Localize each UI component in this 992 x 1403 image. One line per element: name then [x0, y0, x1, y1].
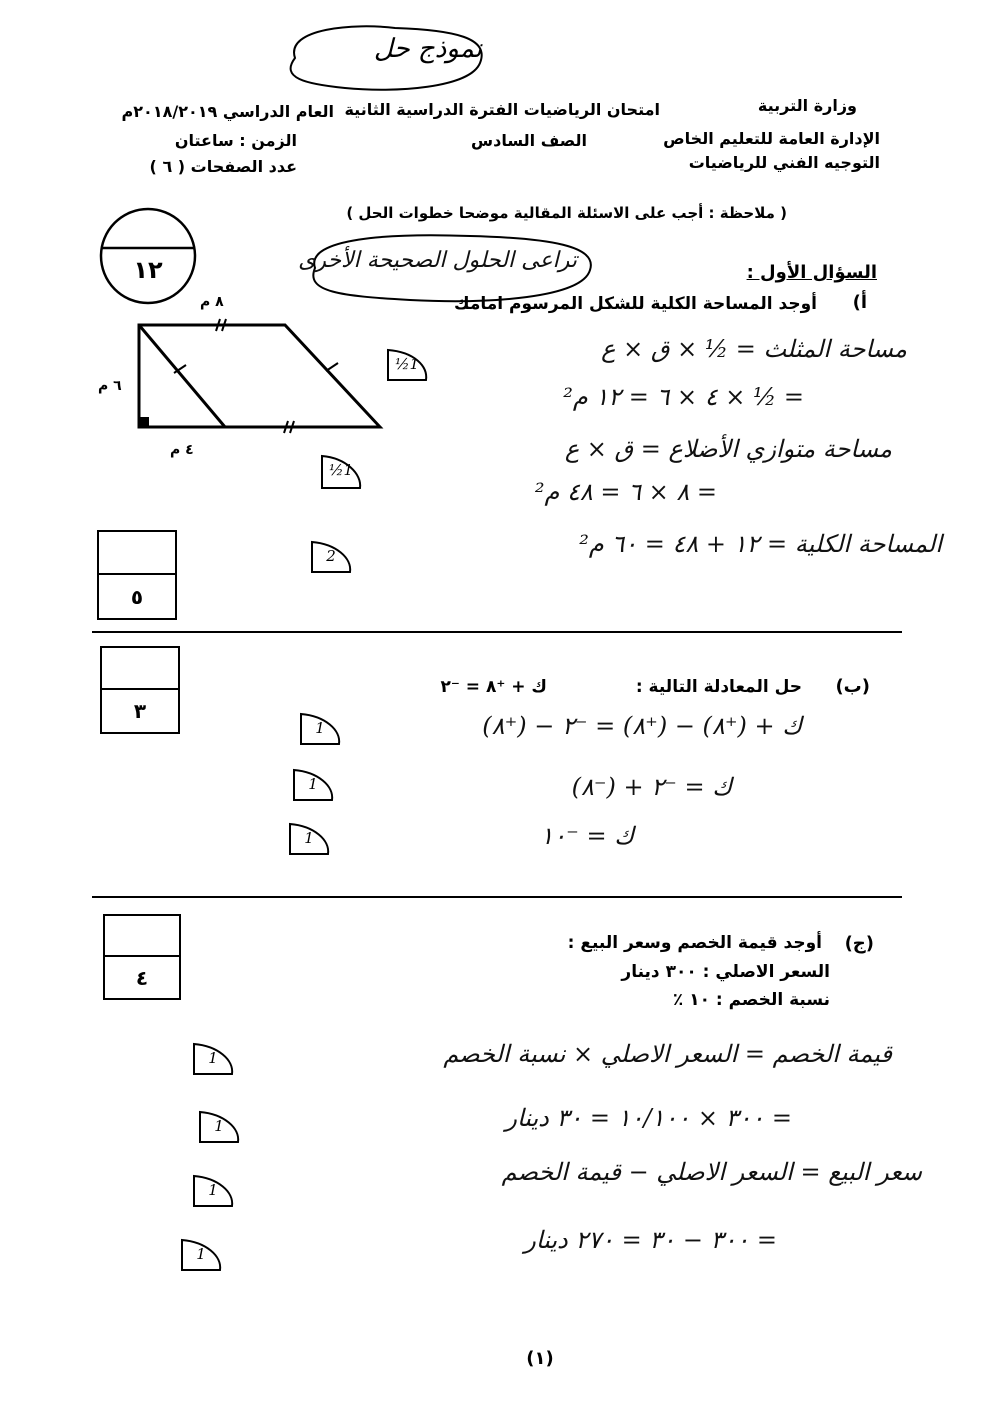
- header-grade: الصف السادس: [471, 131, 587, 150]
- note-handwritten: تراعى الحلول الصحيحة الأخرى: [298, 248, 577, 273]
- figure-label-top: ٨ م: [200, 294, 224, 310]
- mark-c-1: 1: [190, 1040, 236, 1080]
- part-a-score-box: [97, 530, 177, 620]
- divider-2: [92, 896, 902, 898]
- part-c-work-4: = ٣٠٠ − ٣٠ = ٢٧٠ دينار: [524, 1226, 777, 1254]
- mark-b-2: 1: [290, 766, 336, 806]
- area-figure: [130, 315, 390, 440]
- part-a-prompt: أوجد المساحة الكلية للشكل المرسوم امامك: [454, 294, 817, 314]
- part-c-discount-rate: نسبة الخصم : ١٠ ٪: [672, 990, 830, 1010]
- mark-c-4: 1: [178, 1236, 224, 1276]
- header-directorate: الإدارة العامة للتعليم الخاص: [663, 129, 880, 148]
- header-ministry: وزارة التربية: [757, 96, 857, 115]
- part-a-work-1: مساحة المثلث = ½ × ق × ع: [601, 335, 907, 363]
- part-c-prompt: أوجد قيمة الخصم وسعر البيع :: [567, 933, 822, 953]
- part-b-prompt: حل المعادلة التالية :: [635, 677, 802, 697]
- part-b-work-1: ك + (⁺٨) − (⁺٨) = ⁻٢ − (⁺٨): [482, 712, 802, 740]
- part-a-work-4: = ٨ × ٦ = ٤٨ م²: [534, 478, 717, 506]
- part-a-work-2: = ½ × ٤ × ٦ = ١٢ م²: [563, 383, 804, 411]
- header-pages: عدد الصفحات ( ٦ ): [149, 157, 297, 176]
- part-b-score-box: [100, 646, 180, 734]
- mark-b-3: 1: [286, 820, 332, 860]
- part-c-work-2: = ٣٠٠ × ١٠/١٠٠ = ٣٠ دينار: [505, 1104, 792, 1132]
- mark-a-3: 2: [308, 538, 354, 578]
- part-b-equation: ك + ⁺٨ = ⁻٢: [440, 677, 547, 697]
- part-a-work-5: المساحة الكلية = ١٢ + ٤٨ = ٦٠ م²: [579, 530, 942, 558]
- part-c-work-3: سعر البيع = السعر الاصلي − قيمة الخصم: [501, 1158, 922, 1186]
- part-c-score-box: [103, 914, 181, 1000]
- part-b-work-3: ك = ⁻١٠: [540, 822, 634, 850]
- total-score: ١٢: [133, 256, 163, 284]
- part-c-label: (ج): [844, 933, 874, 954]
- divider-1: [92, 631, 902, 633]
- mark-b-1: 1: [297, 710, 343, 750]
- mark-c-2: 1: [196, 1108, 242, 1148]
- header-year: العام الدراسي ٢٠١٨/٢٠١٩م: [121, 102, 334, 121]
- header-supervision: التوجيه الفني للرياضيات: [688, 153, 880, 172]
- part-b-work-2: ك = ⁻٢ + (⁻٨): [571, 773, 732, 801]
- instruction-note: ( ملاحظة : أجب على الاسئلة المقالية موضحا خطوات الحل ): [346, 204, 787, 222]
- part-a-score: ٥: [130, 584, 144, 609]
- question1-title: السؤال الأول :: [746, 262, 877, 283]
- mark-a-2: ½1: [318, 452, 364, 492]
- mark-c-3: 1: [190, 1172, 236, 1212]
- mark-a-1: ½1: [384, 346, 430, 386]
- part-b-score: ٣: [133, 699, 147, 723]
- part-c-score: ٤: [135, 965, 149, 990]
- part-a-work-3: مساحة متوازي الأضلاع = ق × ع: [564, 435, 892, 463]
- header-exam-title: امتحان الرياضيات الفترة الدراسية الثانية: [344, 100, 660, 119]
- part-b-label: (ب): [835, 676, 870, 697]
- header-time: الزمن : ساعتان: [174, 131, 297, 150]
- title-handwritten: نموذج حل: [373, 34, 482, 64]
- figure-label-bottom: ٤ م: [170, 442, 194, 458]
- part-c-original-price: السعر الاصلي : ٣٠٠ دينار: [621, 962, 830, 982]
- figure-label-left: ٦ م: [98, 378, 122, 394]
- page-number: (١): [526, 1348, 554, 1369]
- part-a-label: أ): [852, 292, 867, 313]
- part-c-work-1: قيمة الخصم = السعر الاصلي × نسبة الخصم: [443, 1040, 892, 1068]
